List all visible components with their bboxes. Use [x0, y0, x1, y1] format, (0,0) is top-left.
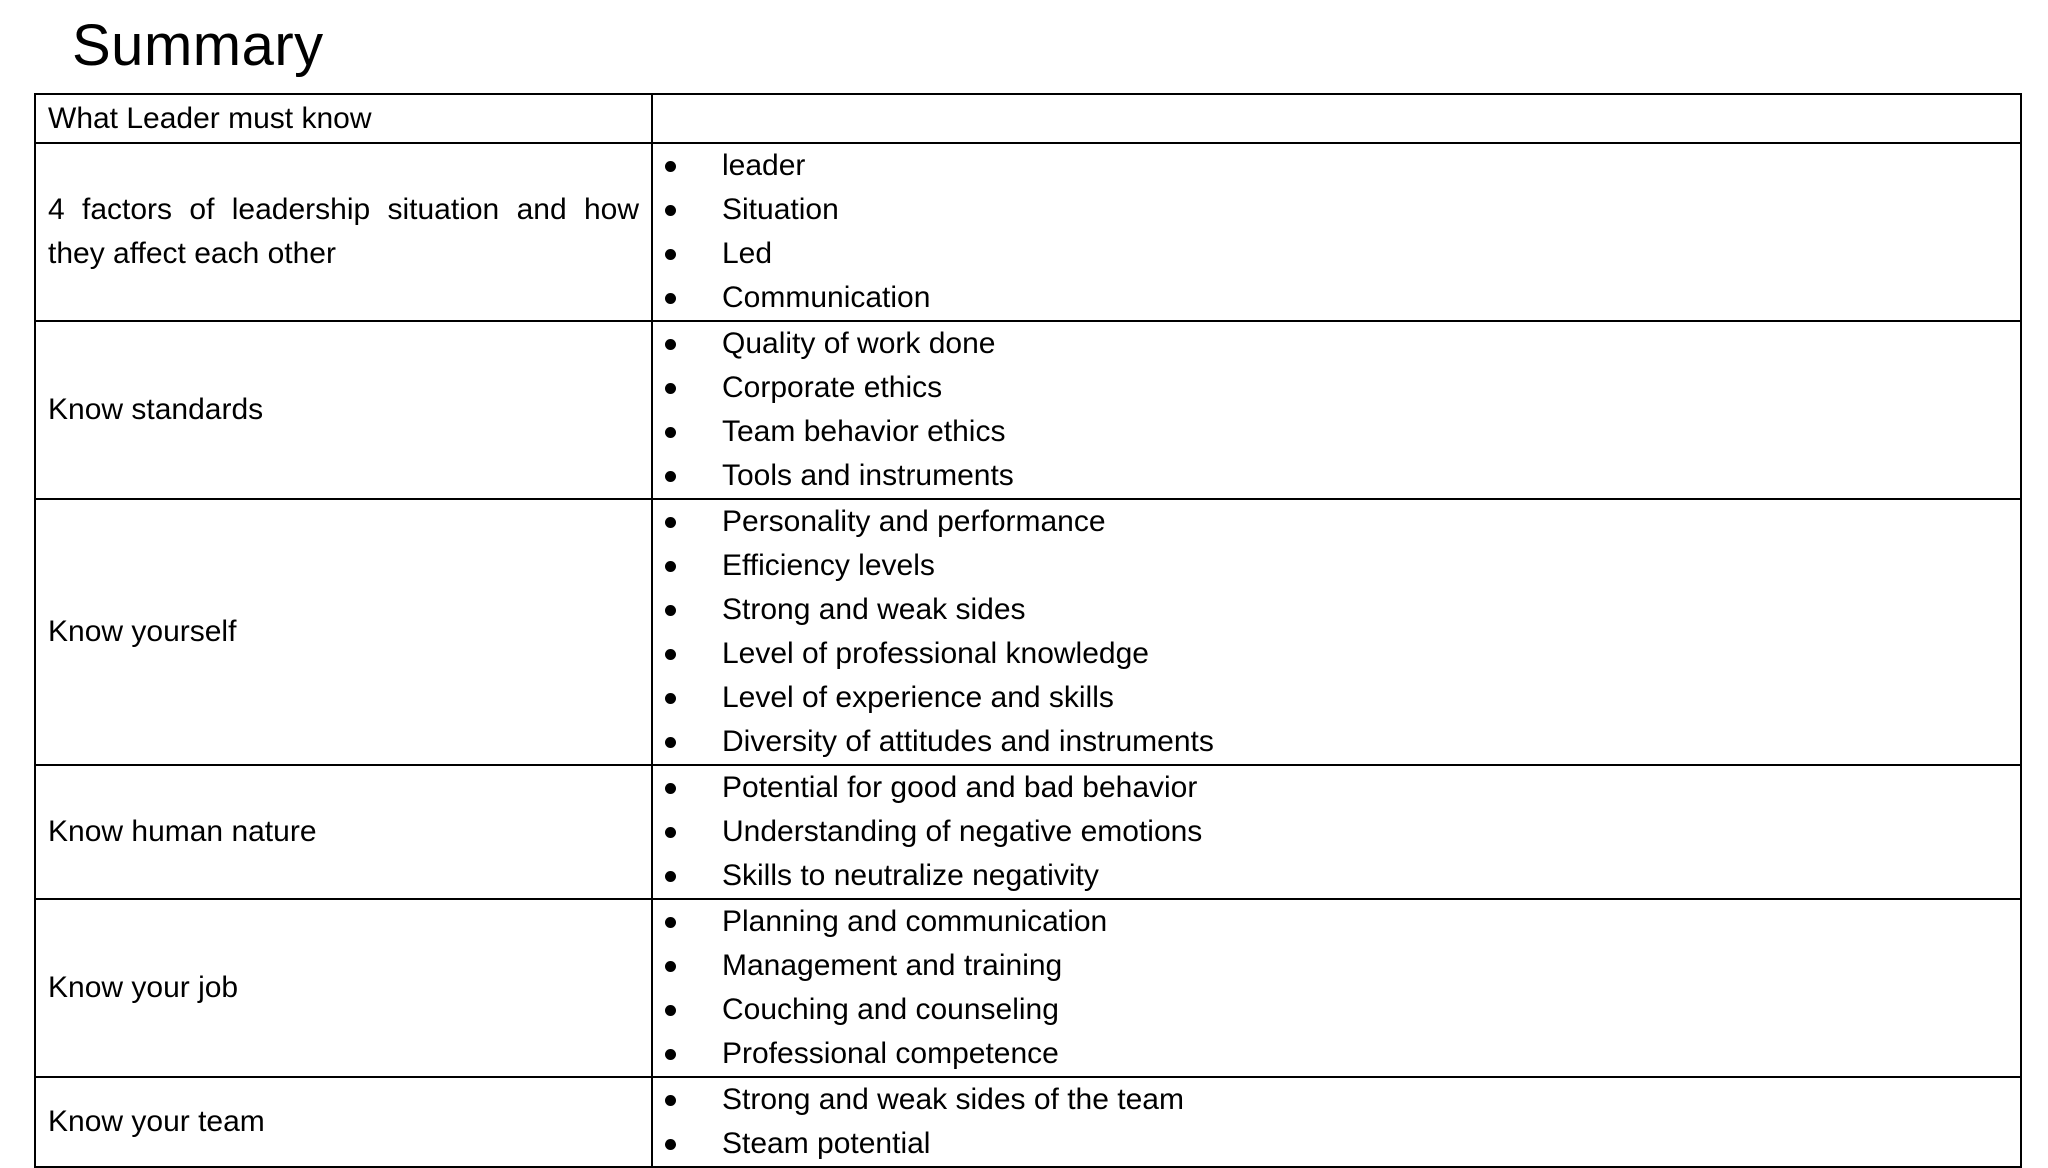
- row-label: Know your job: [35, 899, 652, 1077]
- bullet-dot-icon: [665, 161, 676, 172]
- list-item-text: Potential for good and bad behavior: [722, 771, 1198, 804]
- bullet-list: [653, 1078, 2020, 1166]
- list-item: [653, 144, 2020, 188]
- bullet-dot-icon: [665, 783, 676, 794]
- list-item-text: Couching and counseling: [722, 993, 1059, 1026]
- list-item-text: Team behavior ethics: [722, 415, 1006, 448]
- row-items-cell: [652, 143, 2021, 321]
- bullet-dot-icon: [665, 205, 676, 216]
- bullet-dot-icon: [665, 1095, 676, 1106]
- row-label: Know standards: [35, 321, 652, 499]
- list-item: [653, 900, 2020, 944]
- list-item: [653, 988, 2020, 1032]
- table-row: [35, 899, 2021, 1077]
- list-item: [653, 810, 2020, 854]
- list-item-text: Tools and instruments: [722, 459, 1014, 492]
- list-item-text: Planning and communication: [722, 905, 1108, 938]
- list-item-text: Professional competence: [722, 1037, 1059, 1070]
- bullet-dot-icon: [665, 249, 676, 260]
- bullet-dot-icon: [665, 561, 676, 572]
- row-label: Know human nature: [35, 765, 652, 899]
- bullet-dot-icon: [665, 827, 676, 838]
- table-header-row: [35, 94, 2021, 143]
- page-title: Summary: [72, 13, 324, 78]
- bullet-dot-icon: [665, 1049, 676, 1060]
- bullet-dot-icon: [665, 383, 676, 394]
- bullet-dot-icon: [665, 737, 676, 748]
- table-row: [35, 143, 2021, 321]
- bullet-list: [653, 900, 2020, 1076]
- list-item: [653, 232, 2020, 276]
- bullet-dot-icon: [665, 693, 676, 704]
- bullet-dot-icon: [665, 471, 676, 482]
- bullet-list: [653, 322, 2020, 498]
- list-item: [653, 676, 2020, 720]
- bullet-dot-icon: [665, 293, 676, 304]
- bullet-dot-icon: [665, 1005, 676, 1016]
- row-items-cell: [652, 1077, 2021, 1167]
- list-item-text: Level of professional knowledge: [722, 637, 1149, 670]
- list-item: [653, 188, 2020, 232]
- list-item-text: Strong and weak sides of the team: [722, 1083, 1184, 1116]
- list-item: [653, 1032, 2020, 1076]
- table-row: [35, 321, 2021, 499]
- list-item: [653, 854, 2020, 898]
- list-item: [653, 588, 2020, 632]
- list-item-text: Strong and weak sides: [722, 593, 1026, 626]
- list-item: [653, 276, 2020, 320]
- list-item: [653, 632, 2020, 676]
- list-item-text: Efficiency levels: [722, 549, 935, 582]
- list-item-text: Steam potential: [722, 1127, 931, 1160]
- list-item-text: Skills to neutralize negativity: [722, 859, 1099, 892]
- bullet-dot-icon: [665, 961, 676, 972]
- bullet-list: [653, 500, 2020, 764]
- list-item: [653, 366, 2020, 410]
- list-item: [653, 544, 2020, 588]
- header-cell-left: What Leader must know: [35, 94, 652, 143]
- list-item-text: Personality and performance: [722, 505, 1106, 538]
- bullet-dot-icon: [665, 871, 676, 882]
- list-item-text: Situation: [722, 193, 839, 226]
- row-label: Know your team: [35, 1077, 652, 1167]
- list-item-text: Diversity of attitudes and instruments: [722, 725, 1214, 758]
- list-item-text: Led: [722, 237, 773, 270]
- list-item-text: Corporate ethics: [722, 371, 943, 404]
- bullet-dot-icon: [665, 517, 676, 528]
- table-row: [35, 499, 2021, 765]
- row-items-cell: [652, 899, 2021, 1077]
- bullet-dot-icon: [665, 649, 676, 660]
- row-label: Know yourself: [35, 499, 652, 765]
- table-row: [35, 1077, 2021, 1167]
- list-item-text: Understanding of negative emotions: [722, 815, 1203, 848]
- bullet-dot-icon: [665, 339, 676, 350]
- list-item: [653, 1122, 2020, 1166]
- list-item: [653, 1078, 2020, 1122]
- table-row: [35, 765, 2021, 899]
- list-item: [653, 500, 2020, 544]
- row-items-cell: [652, 765, 2021, 899]
- row-label: 4 factors of leadership situation and how they affect each other: [35, 143, 652, 321]
- row-items-cell: [652, 321, 2021, 499]
- list-item: [653, 410, 2020, 454]
- list-item-text: Communication: [722, 281, 931, 314]
- list-item-text: Quality of work done: [722, 327, 996, 360]
- bullet-dot-icon: [665, 605, 676, 616]
- list-item: [653, 720, 2020, 764]
- bullet-list: [653, 144, 2020, 320]
- header-cell-right: [652, 94, 2021, 143]
- list-item-text: Management and training: [722, 949, 1063, 982]
- list-item-text: Level of experience and skills: [722, 681, 1114, 714]
- bullet-list: [653, 766, 2020, 898]
- list-item: [653, 944, 2020, 988]
- list-item-text: leader: [722, 149, 806, 182]
- bullet-dot-icon: [665, 917, 676, 928]
- list-item: [653, 322, 2020, 366]
- row-items-cell: [652, 499, 2021, 765]
- bullet-dot-icon: [665, 1139, 676, 1150]
- summary-table: [34, 93, 2022, 1168]
- list-item: [653, 766, 2020, 810]
- list-item: [653, 454, 2020, 498]
- bullet-dot-icon: [665, 427, 676, 438]
